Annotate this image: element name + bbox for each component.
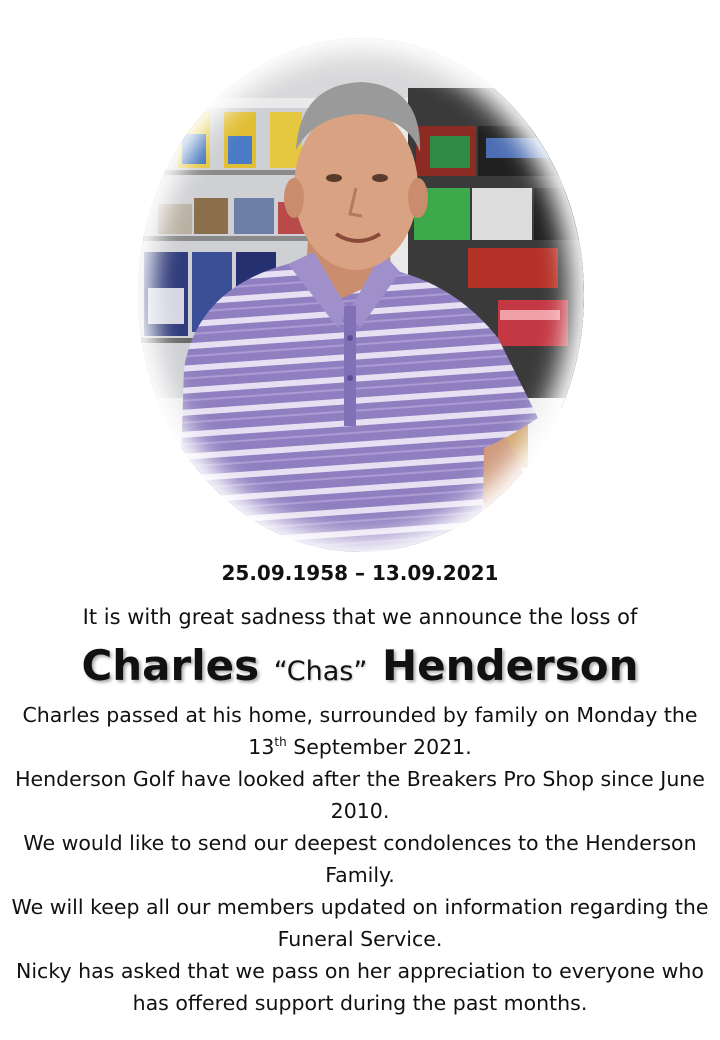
last-name: Henderson [381,641,639,690]
first-name: Charles [81,641,260,690]
paragraph-funeral-updates: We will keep all our members updated on information regarding the Funeral Service. [11,895,709,951]
ordinal-suffix: th [274,735,287,750]
memorial-portrait-photo [138,38,584,552]
announcement-intro: It is with great sadness that we announce the loss of [82,605,638,629]
deceased-name [0,637,720,701]
paragraph-condolences: We would like to send our deepest condolences to the Henderson Family. [23,831,697,887]
paragraph-passing [6,699,714,763]
portrait-illustration [138,38,584,552]
paragraph-passing-date: September 2021. [286,735,472,759]
memorial-message [6,699,714,1019]
nickname: “Chas” [273,656,368,687]
paragraph-appreciation: Nicky has asked that we pass on her appreciation to everyone who has offered support during the past months. [16,959,704,1015]
paragraph-pro-shop: Henderson Golf have looked after the Breakers Pro Shop since June 2010. [15,767,705,823]
paragraph-passing-text: Charles passed at his home, surrounded by family on Monday the 13 [22,703,698,759]
life-dates: 25.09.1958 – 13.09.2021 [221,561,499,585]
